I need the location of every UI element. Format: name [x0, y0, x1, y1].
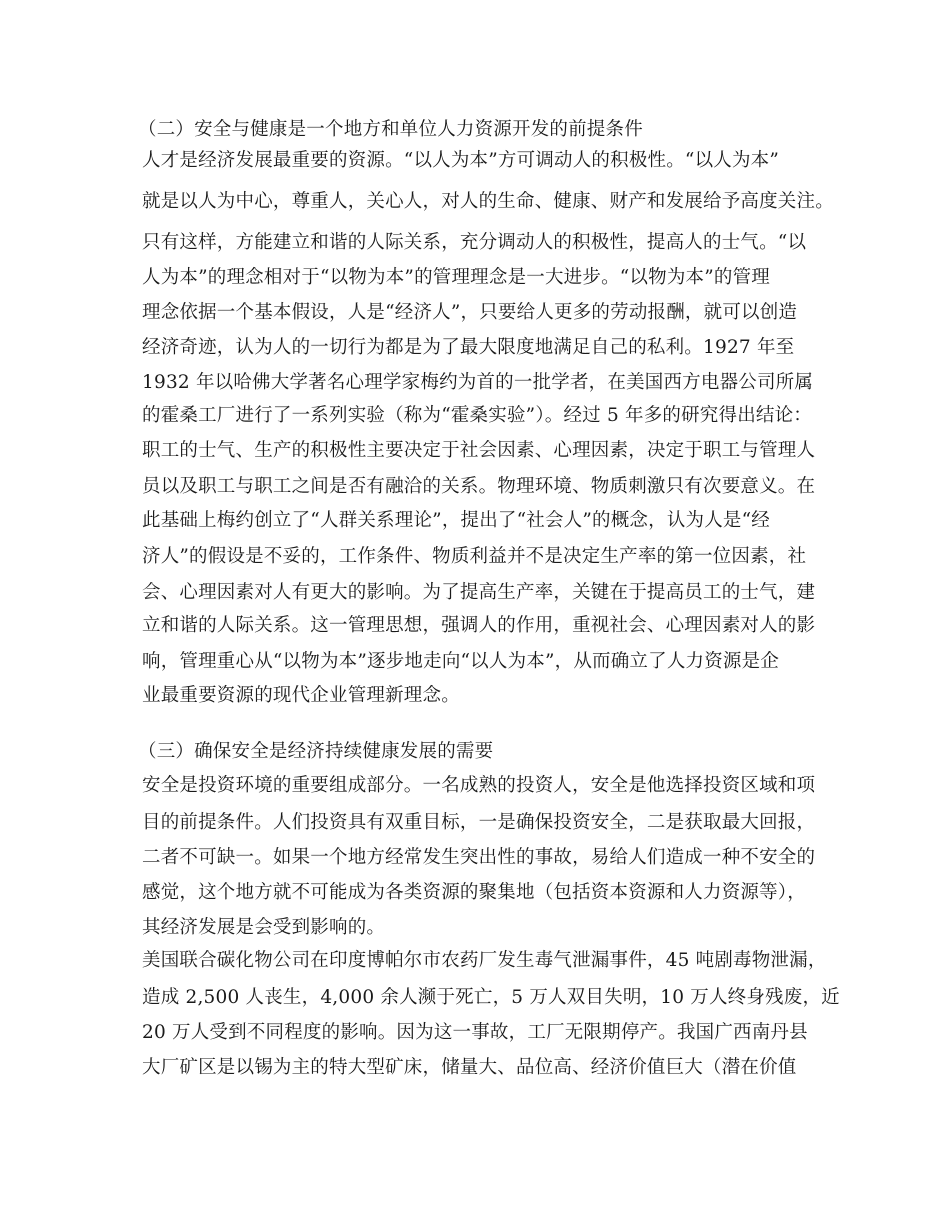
section-heading-3: （三）确保安全是经济持续健康发展的需要	[138, 741, 494, 762]
text-line: 济人”的假设是不妥的，工作条件、物质利益并不是决定生产率的第一位因素，社	[142, 546, 807, 567]
text-line: 此基础上梅约创立了“人群关系理论”，提出了“社会人”的概念，认为人是“经	[142, 510, 770, 531]
text-line: 的霍桑工厂进行了一系列实验（称为“霍桑实验”）。经过 5 年多的研究得出结论：	[142, 405, 812, 426]
section-heading-2: （二）安全与健康是一个地方和单位人力资源开发的前提条件	[138, 119, 643, 140]
text-line: 职工的士气、生产的积极性主要决定于社会因素、心理因素，决定于职工与管理人	[142, 440, 816, 461]
text-line: 会、心理因素对人有更大的影响。为了提高生产率，关键在于提高员工的士气，建	[142, 582, 816, 603]
text-line: 就是以人为中心，尊重人，关心人，对人的生命、健康、财产和发展给予高度关注。	[142, 191, 834, 212]
text-line: 人为本”的理念相对于“以物为本”的管理理念是一大进步。“以物为本”的管理	[142, 267, 770, 288]
text-line: 20 万人受到不同程度的影响。因为这一事故，工厂无限期停产。我国广西南丹县	[142, 1022, 808, 1043]
text-line: 立和谐的人际关系。这一管理思想，强调人的作用，重视社会、心理因素对人的影	[142, 615, 816, 636]
text-line: 响，管理重心从“以物为本”逐步地走向“以人为本”，从而确立了人力资源是企	[142, 651, 780, 672]
text-line: 大厂矿区是以锡为主的特大型矿床，储量大、品位高、经济价值巨大（潜在价值	[142, 1057, 797, 1078]
text-line: 员以及职工与职工之间是否有融洽的关系。物理环境、物质刺激只有次要意义。在	[142, 476, 816, 497]
text-line: 造成 2,500 人丧生，4,000 余人濒于死亡，5 万人双目失明，10 万人终身残废，近	[142, 987, 840, 1008]
text-line: 业最重要资源的现代企业管理新理念。	[142, 685, 460, 706]
text-line: 感觉，这个地方就不可能成为各类资源的聚集地（包括资本资源和人力资源等），	[142, 882, 806, 903]
text-line: 目的前提条件。人们投资具有双重目标，一是确保投资安全，二是获取最大回报，	[142, 812, 816, 833]
text-line: 美国联合碳化物公司在印度博帕尔市农药厂发生毒气泄漏事件，45 吨剧毒物泄漏，	[142, 950, 827, 971]
text-line: 经济奇迹，认为人的一切行为都是为了最大限度地满足自己的私利。1927 年至	[142, 337, 795, 358]
text-line: 只有这样，方能建立和谐的人际关系，充分调动人的积极性，提高人的士气。“以	[142, 232, 807, 253]
text-line: 其经济发展是会受到影响的。	[142, 917, 386, 938]
text-line: 人才是经济发展最重要的资源。“以人为本”方可调动人的积极性。“以人为本”	[142, 150, 780, 171]
text-line: 1932 年以哈佛大学著名心理学家梅约为首的一批学者，在美国西方电器公司所属	[142, 372, 814, 393]
text-line: 理念依据一个基本假设，人是“经济人”，只要给人更多的劳动报酬，就可以创造	[142, 302, 798, 323]
text-line: 安全是投资环境的重要组成部分。一名成熟的投资人，安全是他选择投资区域和项	[142, 775, 816, 796]
text-line: 二者不可缺一。如果一个地方经常发生突出性的事故，易给人们造成一种不安全的	[142, 847, 816, 868]
